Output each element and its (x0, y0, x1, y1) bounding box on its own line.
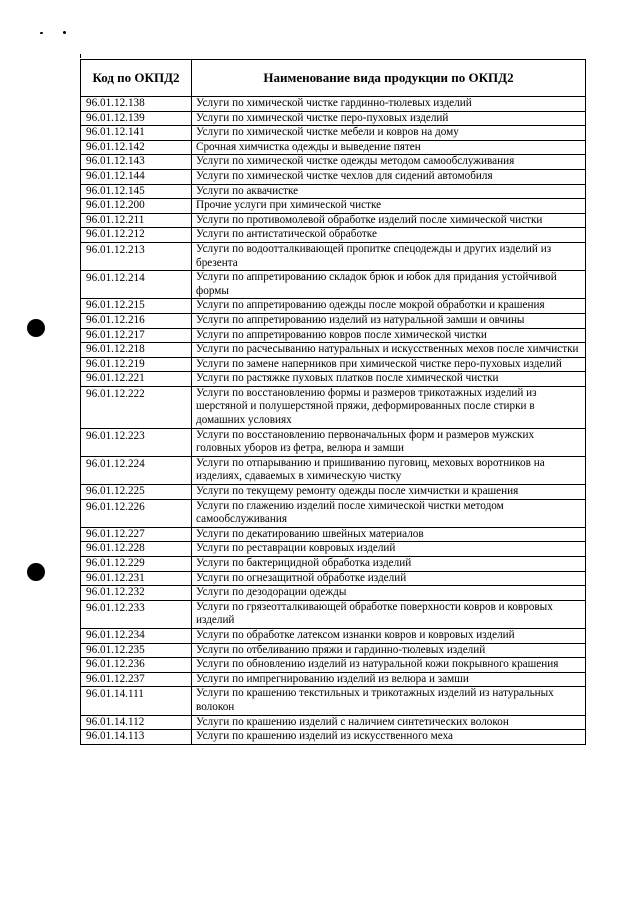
product-name-cell: Услуги по антистатической обработке (192, 228, 586, 243)
okpd2-code-cell: 96.01.12.224 (81, 456, 192, 484)
table-row (81, 372, 586, 387)
okpd2-code-cell: 96.01.12.138 (81, 97, 192, 112)
okpd2-code-cell: 96.01.12.236 (81, 658, 192, 673)
table-row (81, 586, 586, 601)
okpd2-code-cell: 96.01.12.143 (81, 155, 192, 170)
product-name-cell: Услуги по химической чистке одежды методом самообслуживания (192, 155, 586, 170)
okpd2-code-cell: 96.01.12.228 (81, 542, 192, 557)
product-name-cell: Услуги по замене наперников при химической чистке перо-пуховых изделий (192, 357, 586, 372)
product-name-cell: Услуги по крашению изделий с наличием синтетических волокон (192, 715, 586, 730)
okpd2-code-cell: 96.01.12.213 (81, 242, 192, 270)
product-name-cell: Услуги по аппретированию одежды после мокрой обработки и крашения (192, 299, 586, 314)
okpd2-code-cell: 96.01.12.216 (81, 313, 192, 328)
product-name-cell: Услуги по аппретированию складок брюк и юбок для придания устойчивой формы (192, 271, 586, 299)
product-name-cell: Услуги по водоотталкивающей пропитке спецодежды и других изделий из брезента (192, 242, 586, 270)
okpd2-code-cell: 96.01.12.139 (81, 111, 192, 126)
okpd2-code-cell: 96.01.12.231 (81, 571, 192, 586)
table-row (81, 299, 586, 314)
table-row (81, 242, 586, 270)
table-row (81, 499, 586, 527)
product-name-cell: Услуги по декатированию швейных материалов (192, 527, 586, 542)
okpd2-code-cell: 96.01.12.234 (81, 628, 192, 643)
table-row (81, 571, 586, 586)
okpd2-code-cell: 96.01.12.223 (81, 428, 192, 456)
table-row (81, 527, 586, 542)
product-name-cell: Услуги по отбеливанию пряжи и гардинно-тюлевых изделий (192, 643, 586, 658)
table-row (81, 97, 586, 112)
okpd2-code-cell: 96.01.12.222 (81, 386, 192, 428)
table-row (81, 600, 586, 628)
okpd2-code-cell: 96.01.12.141 (81, 126, 192, 141)
okpd2-code-cell: 96.01.12.226 (81, 499, 192, 527)
okpd2-code-cell: 96.01.12.233 (81, 600, 192, 628)
product-name-cell: Услуги по огнезащитной обработке изделий (192, 571, 586, 586)
okpd2-code-cell: 96.01.12.219 (81, 357, 192, 372)
table-row (81, 628, 586, 643)
product-name-cell: Прочие услуги при химической чистке (192, 199, 586, 214)
scan-speck (63, 31, 66, 34)
okpd2-code-cell: 96.01.12.232 (81, 586, 192, 601)
product-name-cell: Срочная химчистка одежды и выведение пятен (192, 140, 586, 155)
scan-speck (80, 54, 81, 58)
product-name-cell: Услуги по аквачистке (192, 184, 586, 199)
okpd2-code-cell: 96.01.12.142 (81, 140, 192, 155)
table-row (81, 126, 586, 141)
okpd2-code-cell: 96.01.12.214 (81, 271, 192, 299)
product-name-cell: Услуги по крашению текстильных и трикотажных изделий из натуральных волокон (192, 687, 586, 715)
okpd2-code-cell: 96.01.12.235 (81, 643, 192, 658)
okpd2-code-cell: 96.01.12.221 (81, 372, 192, 387)
table-row (81, 213, 586, 228)
product-name-cell: Услуги по импрегнированию изделий из велюра и замши (192, 672, 586, 687)
table-row (81, 313, 586, 328)
okpd2-code-cell: 96.01.12.144 (81, 169, 192, 184)
product-name-cell: Услуги по глажению изделий после химической чистки методом самообслуживания (192, 499, 586, 527)
table-row (81, 184, 586, 199)
okpd2-code-cell: 96.01.12.217 (81, 328, 192, 343)
table-row (81, 169, 586, 184)
code-column-header: Код по ОКПД2 (81, 60, 192, 97)
table-header-row (81, 60, 586, 97)
okpd2-code-cell: 96.01.12.229 (81, 557, 192, 572)
okpd2-code-cell: 96.01.12.211 (81, 213, 192, 228)
table-row (81, 643, 586, 658)
okpd2-table (80, 59, 586, 745)
product-name-cell: Услуги по восстановлению первоначальных форм и размеров мужских головных уборов из фетра, велюра и замши (192, 428, 586, 456)
product-name-cell: Услуги по химической чистке мебели и ковров на дому (192, 126, 586, 141)
table-row (81, 357, 586, 372)
okpd2-code-cell: 96.01.12.218 (81, 343, 192, 358)
table-row (81, 386, 586, 428)
name-column-header: Наименование вида продукции по ОКПД2 (192, 60, 586, 97)
okpd2-code-cell: 96.01.12.215 (81, 299, 192, 314)
okpd2-code-cell: 96.01.14.113 (81, 730, 192, 745)
table-body (81, 97, 586, 745)
okpd2-code-cell: 96.01.12.225 (81, 485, 192, 500)
product-name-cell: Услуги по растяжке пуховых платков после химической чистки (192, 372, 586, 387)
table-row (81, 228, 586, 243)
table-row (81, 658, 586, 673)
table-row (81, 687, 586, 715)
product-name-cell: Услуги по обработке латексом изнанки ковров и ковровых изделий (192, 628, 586, 643)
okpd2-code-cell: 96.01.14.112 (81, 715, 192, 730)
scan-speck (40, 32, 43, 34)
product-name-cell: Услуги по восстановлению формы и размеров трикотажных изделий из шерстяной и полушерстяной пряжи, деформированных после стирки в домашних условиях (192, 386, 586, 428)
product-name-cell: Услуги по обновлению изделий из натуральной кожи покрывного крашения (192, 658, 586, 673)
okpd2-code-cell: 96.01.14.111 (81, 687, 192, 715)
product-name-cell: Услуги по грязеотталкивающей обработке поверхности ковров и ковровых изделий (192, 600, 586, 628)
table-row (81, 328, 586, 343)
product-name-cell: Услуги по расчесыванию натуральных и искусственных мехов после химчистки (192, 343, 586, 358)
table-row (81, 199, 586, 214)
table-row (81, 271, 586, 299)
okpd2-code-cell: 96.01.12.227 (81, 527, 192, 542)
table-row (81, 485, 586, 500)
okpd2-code-cell: 96.01.12.237 (81, 672, 192, 687)
product-name-cell: Услуги по химической чистке гардинно-тюлевых изделий (192, 97, 586, 112)
product-name-cell: Услуги по бактерицидной обработка изделий (192, 557, 586, 572)
table-row (81, 140, 586, 155)
product-name-cell: Услуги по аппретированию ковров после химической чистки (192, 328, 586, 343)
table-row (81, 111, 586, 126)
product-name-cell: Услуги по текущему ремонту одежды после химчистки и крашения (192, 485, 586, 500)
table-row (81, 557, 586, 572)
product-name-cell: Услуги по противомолевой обработке изделий после химической чистки (192, 213, 586, 228)
product-name-cell: Услуги по химической чистке чехлов для сидений автомобиля (192, 169, 586, 184)
table-row (81, 672, 586, 687)
table-row (81, 428, 586, 456)
okpd2-code-cell: 96.01.12.212 (81, 228, 192, 243)
table-row (81, 343, 586, 358)
product-name-cell: Услуги по дезодорации одежды (192, 586, 586, 601)
product-name-cell: Услуги по реставрации ковровых изделий (192, 542, 586, 557)
product-name-cell: Услуги по аппретированию изделий из натуральной замши и овчины (192, 313, 586, 328)
table-row (81, 715, 586, 730)
product-name-cell: Услуги по крашению изделий из искусственного меха (192, 730, 586, 745)
table-row (81, 155, 586, 170)
table-row (81, 730, 586, 745)
table-row (81, 542, 586, 557)
punch-hole-mark (27, 319, 45, 337)
okpd2-code-cell: 96.01.12.200 (81, 199, 192, 214)
okpd2-code-cell: 96.01.12.145 (81, 184, 192, 199)
punch-hole-mark (27, 563, 45, 581)
product-name-cell: Услуги по химической чистке перо-пуховых изделий (192, 111, 586, 126)
product-name-cell: Услуги по отпарыванию и пришиванию пуговиц, меховых воротников на изделиях, сдаваемых в химическую чистку (192, 456, 586, 484)
table-row (81, 456, 586, 484)
